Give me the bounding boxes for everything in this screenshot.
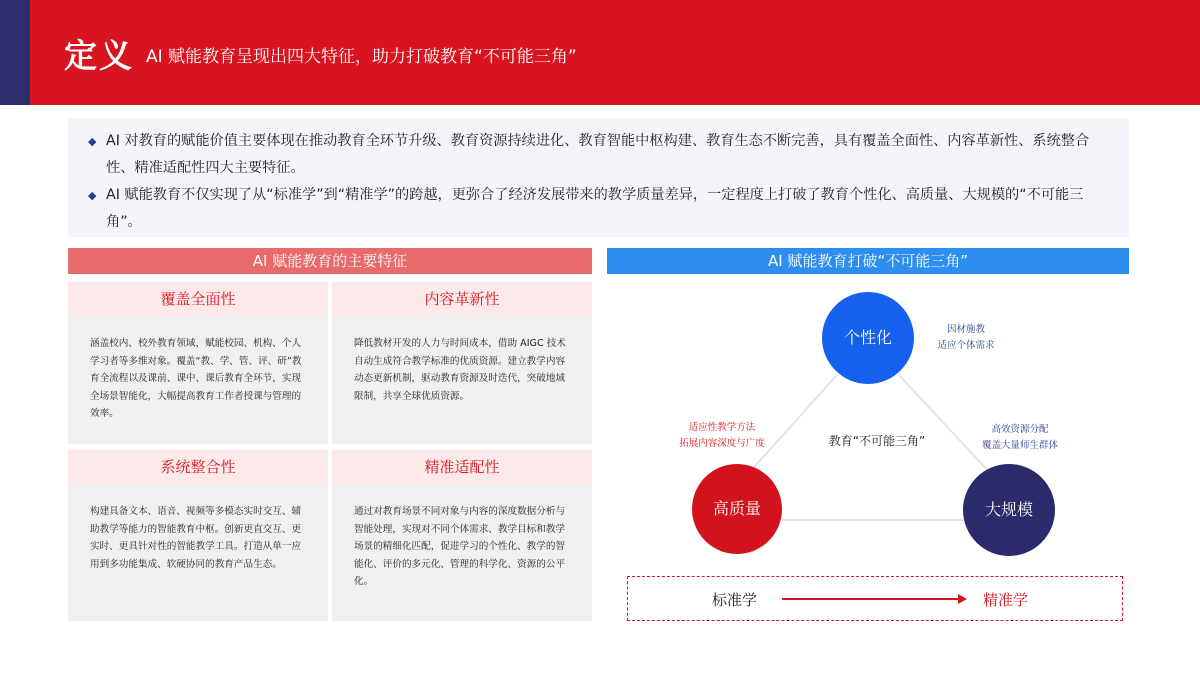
slide-subtitle: AI 赋能教育呈现出四大特征，助力打破教育“不可能三角” (146, 47, 577, 67)
annotation-top (921, 322, 1011, 354)
header-accent-bar (0, 0, 30, 105)
evolution-to-label: 精准学 (983, 591, 1029, 609)
slide-title: 定义 (64, 36, 134, 75)
diamond-bullet-icon: ◆ (88, 189, 97, 202)
triangle-center-label: 教育“不可能三角” (828, 434, 926, 448)
feature-card (332, 282, 592, 444)
feature-card-body: 降低教材开发的人力与时间成本，借助 AIGC 技术自动生成符合教学标准的优质资源。建立教学内容动态更新机制，驱动教育资源及时迭代，突破地域限制，共享全球优质资源。 (354, 338, 566, 402)
feature-card-body: 构建具备文本、语音、视频等多模态实时交互、辅助教学等能力的智能教育中枢。创新更直交互、更实时、更具针对性的智能教学工具。打造从单一应用到多功能集成、软硬协同的教育产品生态。 (90, 506, 302, 570)
annotation-line: 覆盖大量师生群体 (981, 440, 1058, 451)
annotation-right (965, 422, 1075, 454)
diamond-bullet-icon: ◆ (88, 135, 97, 148)
node-personalization: 个性化 (822, 292, 914, 384)
intro-bullet (88, 182, 1113, 236)
evolution-from-label: 标准学 (712, 591, 758, 609)
annotation-line: 适应个体需求 (937, 340, 995, 351)
feature-card (68, 282, 328, 444)
triangle-heading: AI 赋能教育打破“不可能三角” (607, 248, 1129, 274)
annotation-left (667, 420, 777, 452)
node-large-scale: 大规模 (963, 464, 1055, 556)
arrow-right-icon (778, 593, 968, 605)
annotation-line: 因材施教 (946, 324, 985, 335)
impossible-triangle-diagram (607, 280, 1129, 580)
feature-card-title: 系统整合性 (68, 450, 328, 484)
intro-box (68, 118, 1129, 237)
annotation-line: 拓展内容深度与广度 (679, 438, 765, 449)
features-heading: AI 赋能教育的主要特征 (68, 248, 592, 274)
feature-card-body: 通过对教育场景不同对象与内容的深度数据分析与智能处理，实现对不同个体需求、教学目标和教学场景的精细化匹配，促进学习的个性化、教学的智能化、评价的多元化、管理的科学化、资源的公平化。 (354, 506, 566, 587)
slide-header (0, 0, 1200, 105)
feature-card-title: 精准适配性 (332, 450, 592, 484)
intro-bullet-text: AI 对教育的赋能价值主要体现在推动教育全环节升级、教育资源持续进化、教育智能中枢构建、教育生态不断完善，具有覆盖全面性、内容革新性、系统整合性、精准适配性四大主要特征。 (106, 133, 1090, 176)
feature-card (332, 450, 592, 621)
node-high-quality: 高质量 (692, 464, 782, 554)
intro-bullet-text: AI 赋能教育不仅实现了从“标准学”到“精准学”的跨越，更弥合了经济发展带来的教学质量差异，一定程度上打破了教育个性化、高质量、大规模的“不可能三角”。 (106, 187, 1084, 230)
feature-card-title: 内容革新性 (332, 282, 592, 316)
annotation-line: 高效资源分配 (991, 424, 1049, 435)
learning-evolution-box (627, 576, 1123, 621)
feature-card-body: 涵盖校内、校外教育领域，赋能校园、机构、个人学习者等多维对象。覆盖“教、学、管、评、研”教育全流程以及课前、课中、课后教育全环节，实现全场景智能化，大幅提高教育工作者授课与管理的效率。 (90, 338, 302, 419)
feature-card-title: 覆盖全面性 (68, 282, 328, 316)
feature-card (68, 450, 328, 621)
intro-bullet (88, 128, 1113, 182)
annotation-line: 适应性教学方法 (688, 422, 756, 433)
